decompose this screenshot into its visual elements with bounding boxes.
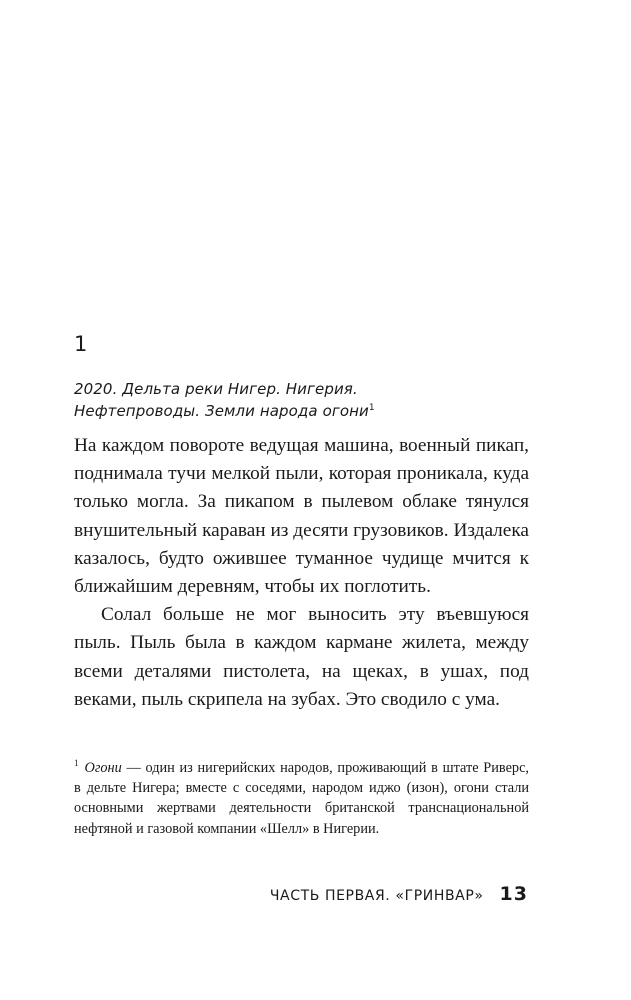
body-paragraph-1: На каждом повороте ведущая машина, военный пикап, поднимала тучи мелкой пыли, которая проникала, куда только могла. За пикапом в пылевом облаке тянулся внушительный караван из десяти грузовиков. Издалека казалось, будто ожившее туманное чудище мчится к ближайшим деревням, чтобы их поглотить. bbox=[74, 435, 529, 598]
chapter-subtitle-line-2: Нефтепроводы. Земли народа огони bbox=[74, 402, 369, 420]
footnote bbox=[74, 758, 529, 839]
footer-section-title: ЧАСТЬ ПЕРВАЯ. «ГРИНВАР» bbox=[269, 888, 484, 904]
footnote-term: Огони bbox=[84, 760, 122, 776]
chapter-subtitle-line-1: 2020. Дельта реки Нигер. Нигерия. bbox=[74, 380, 358, 398]
chapter-subtitle bbox=[74, 378, 554, 422]
chapter-number: 1 bbox=[74, 332, 88, 356]
running-footer bbox=[230, 883, 528, 907]
footnote-mark: 1 bbox=[74, 758, 79, 769]
body-text bbox=[74, 432, 529, 714]
page-number: 13 bbox=[499, 883, 528, 905]
subtitle-footnote-ref[interactable]: 1 bbox=[368, 403, 375, 413]
body-paragraph-2: Солал больше не мог выносить эту въевшуюся пыль. Пыль была в каждом кармане жилета, между всеми деталями пистолета, на щеках, в ушах, под веками, пыль скрипела на зубах. Это сводило с ума. bbox=[74, 604, 529, 710]
footnote-text: — один из нигерийских народов, проживающий в штате Риверс, в дельте Нигера; вместе с соседями, народом иджо (изон), огони стали основными жертвами деятельности британской транснациональной нефтяной и газовой компании «Шелл» в Нигерии. bbox=[74, 760, 529, 837]
